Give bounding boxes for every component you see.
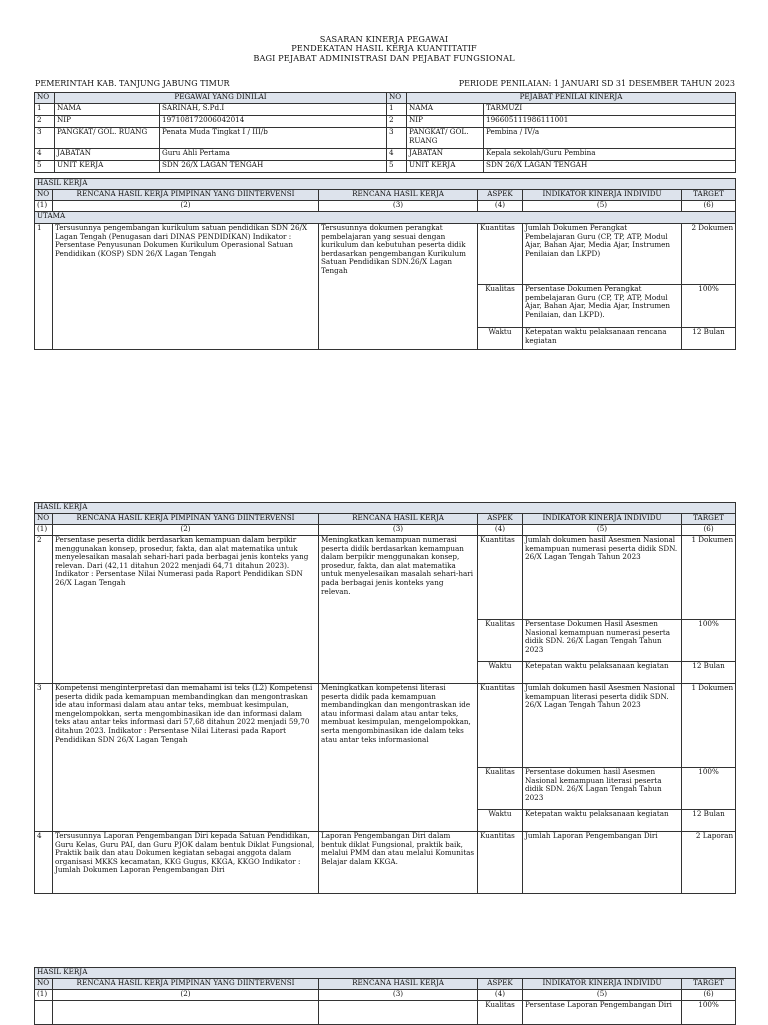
section-label: HASIL KERJA xyxy=(35,179,736,190)
employee-unit: SDN 26/X LAGAN TENGAH xyxy=(160,161,387,173)
utama-label: UTAMA xyxy=(35,212,736,224)
header-no: NO xyxy=(35,979,53,990)
item-indikator: Persentase dokumen hasil Asesmen Nasional kemampuan literasi peserta didik SDN. 26/X Lagan Tengah Tahun 2023 xyxy=(523,768,682,810)
column-header-row xyxy=(35,190,736,201)
item-no xyxy=(35,1001,53,1025)
item-indikator: Jumlah dokumen hasil Asesmen Nasional kemampuan numerasi peserta didik SDN. 26/X Lagan Tengah Tahun 2023 xyxy=(523,536,682,620)
item-pimpinan: Tersusunnya pengembangan kurikulum satuan pendidikan SDN 26/X Lagan Tengah (Penugasan dari DINAS PENDIDIKAN) Indikator : Persentase Penyusunan Dokumen Kurikulum Operasional Satuan Pendidikan (KOSP) SDN 26/X Lagan Tengah xyxy=(53,224,319,350)
row-no: 2 xyxy=(35,116,55,128)
row-label: PANGKAT/ GOL. RUANG xyxy=(407,128,484,149)
row-no: 3 xyxy=(35,128,55,149)
hasil-kerja-table-3 xyxy=(34,967,736,1025)
header-aspek: ASPEK xyxy=(478,514,523,525)
header-aspek: ASPEK xyxy=(478,190,523,201)
row-label: NIP xyxy=(55,116,160,128)
section-row xyxy=(35,179,736,190)
col-number: (5) xyxy=(523,525,682,536)
row-no: 1 xyxy=(35,104,55,116)
item-target: 100% xyxy=(682,620,736,662)
row-no: 5 xyxy=(35,161,55,173)
assessor-name: TARMUZI xyxy=(484,104,736,116)
item-target: 100% xyxy=(682,768,736,810)
item-rencana: Meningkatkan kompetensi literasi peserta didik pada kemampuan membandingkan dan mengontraskan ide atau informasi dalam atau antar teks, membuat kesimpulan, mengelompokkan, serta mengombinasikan ide dalam teks atau antar teks informasional xyxy=(319,684,478,832)
item-aspek: Kualitas xyxy=(478,1001,523,1025)
row-no: 3 xyxy=(387,128,407,149)
col-no: NO xyxy=(35,93,55,104)
section-row xyxy=(35,503,736,514)
employee-rank: Penata Muda Tingkat I / III/b xyxy=(160,128,387,149)
header-pimpinan: RENCANA HASIL KERJA PIMPINAN YANG DIINTERVENSI xyxy=(53,190,319,201)
col-number: (6) xyxy=(682,525,736,536)
item-rencana: Meningkatkan kemampuan numerasi peserta didik berdasarkan kemampuan dalam berpikir menggunakan konsep, prosedur, fakta, dan alat matematika untuk menyelesaikan masalah sehari-hari pada berbagai jenis konteks yang relevan. xyxy=(319,536,478,684)
col-number: (6) xyxy=(682,201,736,212)
item-aspek: Waktu xyxy=(478,810,523,832)
table-row xyxy=(35,224,736,285)
column-number-row xyxy=(35,525,736,536)
employee-position: Guru Ahli Pertama xyxy=(160,149,387,161)
table-row xyxy=(35,536,736,620)
header-no: NO xyxy=(35,190,53,201)
item-target: 12 Bulan xyxy=(682,328,736,350)
section-row xyxy=(35,968,736,979)
item-aspek: Kualitas xyxy=(478,285,523,328)
employee-nip: 197108172006042014 xyxy=(160,116,387,128)
identity-row xyxy=(35,149,736,161)
row-no: 2 xyxy=(387,116,407,128)
item-rencana xyxy=(319,1001,478,1025)
identity-header-row xyxy=(35,93,736,104)
item-pimpinan: Tersusunnya Laporan Pengembangan Diri kepada Satuan Pendidikan, Guru Kelas, Guru PAI, dan Guru PJOK dalam bentuk Diklat Fungsional, Praktik baik dan atau Dokumen kegiatan sebagai anggota dalam organisasi MKKS kecamatan, KKG Gugus, KKGA, KKGO Indikator : Jumlah Dokumen Laporan Pengembangan Diri xyxy=(53,832,319,894)
col-number: (2) xyxy=(53,201,319,212)
item-aspek: Kualitas xyxy=(478,768,523,810)
item-indikator: Ketepatan waktu pelaksanaan rencana kegiatan xyxy=(523,328,682,350)
hasil-kerja-table-1 xyxy=(34,178,736,350)
header-indikator: INDIKATOR KINERJA INDIVIDU xyxy=(523,979,682,990)
col-number: (6) xyxy=(682,990,736,1001)
column-header-row xyxy=(35,514,736,525)
title-line-1: SASARAN KINERJA PEGAWAI xyxy=(319,34,449,44)
assessor-nip: 196605111986111001 xyxy=(484,116,736,128)
identity-row xyxy=(35,104,736,116)
item-no: 2 xyxy=(35,536,53,684)
item-aspek: Kuantitas xyxy=(478,536,523,620)
item-no: 3 xyxy=(35,684,53,832)
left-header: PEGAWAI YANG DINILAI xyxy=(55,93,387,104)
item-target: 12 Bulan xyxy=(682,662,736,684)
header-target: TARGET xyxy=(682,514,736,525)
header-pimpinan: RENCANA HASIL KERJA PIMPINAN YANG DIINTERVENSI xyxy=(53,514,319,525)
column-number-row xyxy=(35,990,736,1001)
item-no: 4 xyxy=(35,832,53,894)
section-label: HASIL KERJA xyxy=(35,968,736,979)
item-indikator: Ketepatan waktu pelaksanaan kegiatan xyxy=(523,810,682,832)
document-title xyxy=(0,35,768,63)
col-number: (5) xyxy=(523,201,682,212)
col-number: (1) xyxy=(35,990,53,1001)
assessor-position: Kepala sekolah/Guru Pembina xyxy=(484,149,736,161)
row-label: UNIT KERJA xyxy=(407,161,484,173)
hasil-kerja-table-2 xyxy=(34,502,736,894)
item-indikator: Persentase Dokumen Perangkat pembelajaran Guru (CP, TP, ATP, Modul Ajar, Bahan Ajar, Media Ajar, Instrumen Penilaian, dan LKPD). xyxy=(523,285,682,328)
title-line-3: BAGI PEJABAT ADMINISTRASI DAN PEJABAT FUNGSIONAL xyxy=(253,52,515,63)
item-pimpinan: Kompetensi menginterpretasi dan memahami isi teks (L2) Kompetensi peserta didik pada kemampuan membandingkan dan mengontraskan ide atau informasi dalam atau antar teks, membuat kesimpulan, mengelompokkan, serta mengombinasikan ide dan informasi dalam teks atau antar teks informasi dari 57,68 ditahun 2022 menjadi 59,70 ditahun 2023. Indikator : Persentase Nilai Literasi pada Raport Pendidikan SDN 26/X Lagan Tengah xyxy=(53,684,319,832)
item-aspek: Kualitas xyxy=(478,620,523,662)
item-indikator: Ketepatan waktu pelaksanaan kegiatan xyxy=(523,662,682,684)
item-target: 2 Dokumen xyxy=(682,224,736,285)
assessor-unit: SDN 26/X LAGAN TENGAH xyxy=(484,161,736,173)
col-number: (4) xyxy=(478,201,523,212)
identity-table xyxy=(34,92,736,173)
header-rencana: RENCANA HASIL KERJA xyxy=(319,190,478,201)
header-pimpinan: RENCANA HASIL KERJA PIMPINAN YANG DIINTERVENSI xyxy=(53,979,319,990)
item-pimpinan xyxy=(53,1001,319,1025)
item-aspek: Kuantitas xyxy=(478,684,523,768)
col-number: (2) xyxy=(53,525,319,536)
item-aspek: Waktu xyxy=(478,662,523,684)
item-target: 100% xyxy=(682,1001,736,1025)
table-row xyxy=(35,832,736,894)
item-target: 2 Laporan xyxy=(682,832,736,894)
row-label: JABATAN xyxy=(407,149,484,161)
row-no: 5 xyxy=(387,161,407,173)
row-label: UNIT KERJA xyxy=(55,161,160,173)
item-indikator: Jumlah dokumen hasil Asesmen Nasional kemampuan literasi peserta didik SDN. 26/X Lagan Tengah Tahun 2023 xyxy=(523,684,682,768)
item-pimpinan: Persentase peserta didik berdasarkan kemampuan dalam berpikir menggunakan konsep, prosedur, fakta, dan alat matematika untuk menyelesaikan masalah sehari-hari pada berbagai jenis konteks yang relevan. Dari (42,11 ditahun 2022 menjadi 64,71 ditahun 2023). Indikator : Persentase Nilai Numerasi pada Raport Pendidikan SDN 26/X Lagan Tengah xyxy=(53,536,319,684)
col-number: (5) xyxy=(523,990,682,1001)
col-number: (3) xyxy=(319,990,478,1001)
identity-row xyxy=(35,116,736,128)
header-target: TARGET xyxy=(682,979,736,990)
header-target: TARGET xyxy=(682,190,736,201)
header-no: NO xyxy=(35,514,53,525)
table-row xyxy=(35,684,736,768)
col-number: (1) xyxy=(35,525,53,536)
row-label: NIP xyxy=(407,116,484,128)
right-header: PEJABAT PENILAI KINERJA xyxy=(407,93,736,104)
column-number-row xyxy=(35,201,736,212)
col-number: (1) xyxy=(35,201,53,212)
col-number: (3) xyxy=(319,201,478,212)
item-indikator: Persentase Laporan Pengembangan Diri xyxy=(523,1001,682,1025)
col-number: (2) xyxy=(53,990,319,1001)
item-rencana: Laporan Pengembangan Diri dalam bentuk diklat Fungsional, praktik baik, melalui PMM dan atau melalui Komunitas Belajar dalam KKGA. xyxy=(319,832,478,894)
item-aspek: Kuantitas xyxy=(478,832,523,894)
row-no: 1 xyxy=(387,104,407,116)
identity-row xyxy=(35,161,736,173)
section-label: HASIL KERJA xyxy=(35,503,736,514)
table-row xyxy=(35,1001,736,1025)
item-aspek: Kuantitas xyxy=(478,224,523,285)
header-rencana: RENCANA HASIL KERJA xyxy=(319,979,478,990)
item-target: 1 Dokumen xyxy=(682,536,736,620)
period-label: PERIODE PENILAIAN: 1 JANUARI SD 31 DESEMBER TAHUN 2023 xyxy=(458,79,735,88)
header-rencana: RENCANA HASIL KERJA xyxy=(319,514,478,525)
item-rencana: Tersusunnya dokumen perangkat pembelajaran yang sesuai dengan kurikulum dan kebutuhan peserta didik berdasarkan pengembangan Kurikulum Satuan Pendidikan SDN.26/X Lagan Tengah xyxy=(319,224,478,350)
row-label: NAMA xyxy=(407,104,484,116)
item-no: 1 xyxy=(35,224,53,350)
item-target: 100% xyxy=(682,285,736,328)
item-indikator: Persentase Dokumen Hasil Asesmen Nasional kemampuan numerasi peserta didik SDN. 26/X Lagan Tengah Tahun 2023 xyxy=(523,620,682,662)
identity-row xyxy=(35,128,736,149)
title-line-2: PENDEKATAN HASIL KERJA KUANTITATIF xyxy=(291,43,477,54)
col-number: (3) xyxy=(319,525,478,536)
col-number: (4) xyxy=(478,990,523,1001)
column-header-row xyxy=(35,979,736,990)
col-no: NO xyxy=(387,93,407,104)
row-no: 4 xyxy=(387,149,407,161)
item-indikator: Jumlah Dokumen Perangkat Pembelajaran Guru (CP, TP, ATP, Modul Ajar, Bahan Ajar, Media Ajar, Instrumen Penilaian dan LKPD) xyxy=(523,224,682,285)
employee-name: SARINAH, S.Pd.I xyxy=(160,104,387,116)
item-indikator: Jumlah Laporan Pengembangan Diri xyxy=(523,832,682,894)
header-indikator: INDIKATOR KINERJA INDIVIDU xyxy=(523,190,682,201)
row-label: NAMA xyxy=(55,104,160,116)
utama-row xyxy=(35,212,736,224)
row-no: 4 xyxy=(35,149,55,161)
item-target: 12 Bulan xyxy=(682,810,736,832)
item-aspek: Waktu xyxy=(478,328,523,350)
item-target: 1 Dokumen xyxy=(682,684,736,768)
header-indikator: INDIKATOR KINERJA INDIVIDU xyxy=(523,514,682,525)
row-label: PANGKAT/ GOL. RUANG xyxy=(55,128,160,149)
header-aspek: ASPEK xyxy=(478,979,523,990)
government-label: PEMERINTAH KAB. TANJUNG JABUNG TIMUR xyxy=(35,79,230,88)
col-number: (4) xyxy=(478,525,523,536)
row-label: JABATAN xyxy=(55,149,160,161)
assessor-rank: Pembina / IV/a xyxy=(484,128,736,149)
